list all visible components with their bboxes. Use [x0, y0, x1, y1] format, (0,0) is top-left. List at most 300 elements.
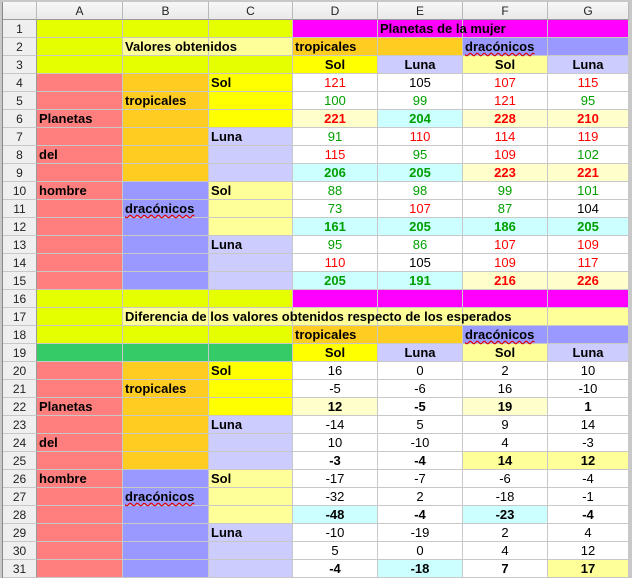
- row-sub-sol[interactable]: [209, 74, 293, 92]
- row-header[interactable]: 22: [3, 398, 37, 416]
- value-cell[interactable]: [293, 236, 378, 254]
- table-row: [3, 254, 629, 272]
- table-row: [3, 434, 629, 452]
- cell-text: 205: [577, 219, 599, 234]
- cell[interactable]: [37, 128, 123, 146]
- value-cell[interactable]: [293, 524, 378, 542]
- cell-text: 107: [409, 201, 431, 216]
- cell[interactable]: [123, 272, 209, 290]
- cell[interactable]: [209, 272, 293, 290]
- cell-text: 86: [412, 237, 428, 252]
- cell[interactable]: [37, 524, 123, 542]
- row-sub-luna[interactable]: [209, 128, 293, 146]
- cell[interactable]: [123, 470, 209, 488]
- row-header[interactable]: 14: [3, 254, 37, 272]
- cell-text: 205: [324, 273, 346, 288]
- cell-text: 5: [331, 543, 339, 558]
- select-all-corner[interactable]: [3, 2, 37, 20]
- value-cell[interactable]: [548, 236, 629, 254]
- cell[interactable]: [378, 290, 463, 308]
- cell[interactable]: [37, 560, 123, 578]
- row-header[interactable]: 23: [3, 416, 37, 434]
- cell-text: dracónicos: [465, 327, 535, 342]
- cell[interactable]: [209, 200, 293, 218]
- cell-text: 95: [327, 237, 343, 252]
- cell[interactable]: [37, 380, 123, 398]
- column-header-f[interactable]: F: [463, 2, 548, 20]
- value-cell[interactable]: [548, 128, 629, 146]
- cell[interactable]: [209, 488, 293, 506]
- col-group-draconicos[interactable]: [463, 38, 548, 56]
- section-title-mujer[interactable]: [378, 20, 506, 38]
- cell[interactable]: [37, 38, 123, 56]
- value-cell[interactable]: [293, 200, 378, 218]
- cell[interactable]: [209, 56, 293, 74]
- value-cell[interactable]: [548, 74, 629, 92]
- cell[interactable]: [209, 218, 293, 236]
- cell[interactable]: [548, 20, 629, 38]
- value-cell[interactable]: [548, 92, 629, 110]
- row-header[interactable]: 20: [3, 362, 37, 380]
- cell[interactable]: [209, 20, 293, 38]
- cell[interactable]: [548, 38, 629, 56]
- row-label-del[interactable]: [37, 146, 123, 164]
- row-group-draconicos[interactable]: [123, 488, 209, 506]
- cell-text: Sol: [211, 183, 232, 198]
- value-cell[interactable]: [378, 434, 463, 452]
- total-cell[interactable]: [293, 110, 378, 128]
- col-header-luna[interactable]: [548, 344, 629, 362]
- value-cell[interactable]: [463, 434, 548, 452]
- table-row: [3, 20, 629, 38]
- value-cell[interactable]: [293, 416, 378, 434]
- value-cell[interactable]: [378, 200, 463, 218]
- value-cell[interactable]: [463, 362, 548, 380]
- cell-text: 1: [584, 399, 592, 414]
- row-header[interactable]: 6: [3, 110, 37, 128]
- cell-text: 87: [497, 201, 513, 216]
- cell[interactable]: [293, 290, 378, 308]
- col-header-sol[interactable]: [293, 56, 378, 74]
- cell-text: Sol: [211, 471, 232, 486]
- cell[interactable]: [37, 218, 123, 236]
- cell-text: dracónicos: [125, 201, 195, 216]
- row-header[interactable]: 2: [3, 38, 37, 56]
- column-header-e[interactable]: E: [378, 2, 463, 20]
- row-header[interactable]: 30: [3, 542, 37, 560]
- value-cell[interactable]: [293, 542, 378, 560]
- row-header[interactable]: 21: [3, 380, 37, 398]
- cell-text: 109: [494, 147, 516, 162]
- total-cell[interactable]: [463, 560, 548, 578]
- total-cell[interactable]: [463, 164, 548, 182]
- total-cell[interactable]: [463, 506, 548, 524]
- cell-text: 191: [409, 273, 431, 288]
- column-header-a[interactable]: A: [37, 2, 123, 20]
- total-cell[interactable]: [378, 218, 463, 236]
- cell-text: del: [39, 147, 58, 162]
- value-cell[interactable]: [548, 380, 629, 398]
- column-header-g[interactable]: G: [548, 2, 629, 20]
- cell[interactable]: [37, 20, 123, 38]
- total-cell[interactable]: [293, 272, 378, 290]
- cell[interactable]: [37, 362, 123, 380]
- cell[interactable]: [37, 92, 123, 110]
- total-cell[interactable]: [378, 164, 463, 182]
- total-cell[interactable]: [548, 452, 629, 470]
- total-cell[interactable]: [548, 218, 629, 236]
- cell[interactable]: [123, 182, 209, 200]
- row-header[interactable]: 27: [3, 488, 37, 506]
- total-cell[interactable]: [548, 272, 629, 290]
- total-cell[interactable]: [548, 560, 629, 578]
- column-header-b[interactable]: B: [123, 2, 209, 20]
- row-label-planetas[interactable]: [37, 398, 123, 416]
- cell-text: -7: [414, 471, 426, 486]
- value-cell[interactable]: [548, 434, 629, 452]
- row-header[interactable]: 1: [3, 20, 37, 38]
- value-cell[interactable]: [463, 380, 548, 398]
- cell[interactable]: [293, 20, 378, 38]
- value-cell[interactable]: [463, 470, 548, 488]
- col-header-luna[interactable]: [378, 344, 463, 362]
- cell-text: 223: [494, 165, 516, 180]
- row-header[interactable]: 16: [3, 290, 37, 308]
- total-cell[interactable]: [378, 398, 463, 416]
- cell[interactable]: [37, 290, 123, 308]
- total-cell[interactable]: [378, 506, 463, 524]
- cell-text: 10: [580, 363, 596, 378]
- value-cell[interactable]: [548, 470, 629, 488]
- value-cell[interactable]: [378, 74, 463, 92]
- cell[interactable]: [123, 434, 209, 452]
- value-cell[interactable]: [463, 128, 548, 146]
- value-cell[interactable]: [293, 254, 378, 272]
- cell[interactable]: [209, 560, 293, 578]
- row-label-del[interactable]: [37, 434, 123, 452]
- row-header[interactable]: 3: [3, 56, 37, 74]
- value-cell[interactable]: [463, 236, 548, 254]
- cell[interactable]: [37, 308, 123, 326]
- row-header[interactable]: 11: [3, 200, 37, 218]
- col-header-sol[interactable]: [463, 344, 548, 362]
- cell-text: 4: [584, 525, 592, 540]
- value-cell[interactable]: [378, 146, 463, 164]
- row-header[interactable]: 5: [3, 92, 37, 110]
- cell[interactable]: [548, 326, 629, 344]
- cell[interactable]: [37, 542, 123, 560]
- row-header[interactable]: 31: [3, 560, 37, 578]
- cell[interactable]: [209, 164, 293, 182]
- cell[interactable]: [37, 74, 123, 92]
- row-sub-luna[interactable]: [209, 416, 293, 434]
- value-cell[interactable]: [293, 128, 378, 146]
- cell[interactable]: [209, 542, 293, 560]
- cell[interactable]: [37, 344, 123, 362]
- value-cell[interactable]: [463, 74, 548, 92]
- cell-text: 115: [577, 75, 599, 90]
- cell[interactable]: [548, 290, 629, 308]
- row-header[interactable]: 19: [3, 344, 37, 362]
- total-cell[interactable]: [463, 398, 548, 416]
- table-row: [3, 560, 629, 578]
- col-group-draconicos[interactable]: [463, 326, 548, 344]
- value-cell[interactable]: [463, 542, 548, 560]
- column-header-c[interactable]: C: [209, 2, 293, 20]
- column-header-d[interactable]: D: [293, 2, 378, 20]
- row-label-planetas[interactable]: [37, 110, 123, 128]
- cell[interactable]: [37, 254, 123, 272]
- table-row: [3, 110, 629, 128]
- row-label-hombre[interactable]: [37, 182, 123, 200]
- col-group-tropicales[interactable]: [293, 326, 378, 344]
- value-cell[interactable]: [378, 524, 463, 542]
- value-cell[interactable]: [463, 146, 548, 164]
- cell[interactable]: [123, 326, 209, 344]
- value-cell[interactable]: [548, 488, 629, 506]
- row-header[interactable]: 24: [3, 434, 37, 452]
- value-cell[interactable]: [378, 488, 463, 506]
- cell-text: 95: [580, 93, 596, 108]
- value-cell[interactable]: [548, 146, 629, 164]
- row-header[interactable]: 13: [3, 236, 37, 254]
- cell[interactable]: [123, 416, 209, 434]
- cell[interactable]: [123, 56, 209, 74]
- value-cell[interactable]: [293, 488, 378, 506]
- row-header[interactable]: 18: [3, 326, 37, 344]
- cell[interactable]: [209, 452, 293, 470]
- table-row: [3, 362, 629, 380]
- value-cell[interactable]: [293, 182, 378, 200]
- cell[interactable]: [209, 434, 293, 452]
- cell[interactable]: [209, 398, 293, 416]
- value-cell[interactable]: [293, 380, 378, 398]
- cell-text: -5: [329, 381, 341, 396]
- row-header[interactable]: 15: [3, 272, 37, 290]
- col-header-sol[interactable]: [293, 344, 378, 362]
- cell-text: 12: [327, 399, 343, 414]
- total-cell[interactable]: [548, 110, 629, 128]
- cell[interactable]: [37, 200, 123, 218]
- cell[interactable]: [378, 326, 463, 344]
- cell[interactable]: [123, 236, 209, 254]
- total-cell[interactable]: [463, 272, 548, 290]
- value-cell[interactable]: [378, 182, 463, 200]
- cell[interactable]: [123, 362, 209, 380]
- value-cell[interactable]: [548, 200, 629, 218]
- col-group-tropicales[interactable]: [293, 38, 378, 56]
- cell[interactable]: [209, 110, 293, 128]
- cell[interactable]: [37, 416, 123, 434]
- col-header-luna[interactable]: [548, 56, 629, 74]
- cell-text: del: [39, 435, 58, 450]
- cell-text: tropicales: [295, 327, 357, 342]
- cell[interactable]: [37, 272, 123, 290]
- total-cell[interactable]: [463, 218, 548, 236]
- cell-text: 91: [327, 129, 343, 144]
- total-cell[interactable]: [293, 218, 378, 236]
- cell[interactable]: [123, 398, 209, 416]
- value-cell[interactable]: [378, 380, 463, 398]
- cell[interactable]: [548, 308, 629, 326]
- cell[interactable]: [209, 92, 293, 110]
- value-cell[interactable]: [548, 254, 629, 272]
- row-group-tropicales[interactable]: [123, 92, 209, 110]
- row-header[interactable]: 17: [3, 308, 37, 326]
- row-header[interactable]: 4: [3, 74, 37, 92]
- cell[interactable]: [209, 290, 293, 308]
- cell[interactable]: [123, 452, 209, 470]
- value-cell[interactable]: [293, 74, 378, 92]
- cell-text: -3: [329, 453, 341, 468]
- cell-text: -6: [499, 471, 511, 486]
- spreadsheet-grid[interactable]: [2, 2, 629, 578]
- total-cell[interactable]: [548, 164, 629, 182]
- cell-text: 16: [497, 381, 513, 396]
- cell-text: 99: [497, 183, 513, 198]
- cell[interactable]: [123, 20, 209, 38]
- row-sub-sol[interactable]: [209, 362, 293, 380]
- value-cell[interactable]: [548, 524, 629, 542]
- table-row: [3, 200, 629, 218]
- value-cell[interactable]: [293, 362, 378, 380]
- cell-text: 205: [409, 165, 431, 180]
- cell[interactable]: [37, 452, 123, 470]
- cell-text: 115: [324, 147, 346, 162]
- value-cell[interactable]: [378, 362, 463, 380]
- row-sub-sol[interactable]: [209, 470, 293, 488]
- value-cell[interactable]: [378, 92, 463, 110]
- cell-text: -19: [410, 525, 430, 540]
- cell[interactable]: [209, 506, 293, 524]
- total-cell[interactable]: [548, 506, 629, 524]
- cell[interactable]: [209, 326, 293, 344]
- cell[interactable]: [123, 254, 209, 272]
- section-subtitle[interactable]: [123, 38, 237, 56]
- value-cell[interactable]: [463, 92, 548, 110]
- value-cell[interactable]: [548, 416, 629, 434]
- row-group-draconicos[interactable]: [123, 200, 209, 218]
- total-cell[interactable]: [378, 110, 463, 128]
- row-sub-luna[interactable]: [209, 524, 293, 542]
- cell[interactable]: [37, 506, 123, 524]
- row-header[interactable]: 10: [3, 182, 37, 200]
- value-cell[interactable]: [463, 488, 548, 506]
- value-cell[interactable]: [548, 362, 629, 380]
- cell[interactable]: [123, 74, 209, 92]
- section-title-difference[interactable]: [123, 308, 512, 326]
- total-cell[interactable]: [378, 272, 463, 290]
- value-cell[interactable]: [378, 254, 463, 272]
- row-header[interactable]: 7: [3, 128, 37, 146]
- total-cell[interactable]: [293, 398, 378, 416]
- cell-text: Sol: [211, 75, 232, 90]
- cell-text: 9: [501, 417, 509, 432]
- row-header[interactable]: 9: [3, 164, 37, 182]
- value-cell[interactable]: [293, 146, 378, 164]
- value-cell[interactable]: [378, 236, 463, 254]
- table-row: [3, 146, 629, 164]
- cell[interactable]: [463, 290, 548, 308]
- cell[interactable]: [123, 542, 209, 560]
- col-header-luna[interactable]: [378, 56, 463, 74]
- row-sub-luna[interactable]: [209, 236, 293, 254]
- value-cell[interactable]: [548, 182, 629, 200]
- value-cell[interactable]: [463, 200, 548, 218]
- value-cell[interactable]: [463, 524, 548, 542]
- value-cell[interactable]: [463, 416, 548, 434]
- row-header[interactable]: 8: [3, 146, 37, 164]
- cell[interactable]: [209, 380, 293, 398]
- value-cell[interactable]: [378, 470, 463, 488]
- total-cell[interactable]: [378, 452, 463, 470]
- cell-text: 105: [409, 75, 431, 90]
- value-cell[interactable]: [293, 434, 378, 452]
- cell[interactable]: [37, 488, 123, 506]
- cell[interactable]: [37, 164, 123, 182]
- row-sub-sol[interactable]: [209, 182, 293, 200]
- total-cell[interactable]: [378, 560, 463, 578]
- value-cell[interactable]: [293, 470, 378, 488]
- row-header[interactable]: 28: [3, 506, 37, 524]
- total-cell[interactable]: [548, 398, 629, 416]
- cell[interactable]: [123, 128, 209, 146]
- total-cell[interactable]: [463, 452, 548, 470]
- cell[interactable]: [123, 506, 209, 524]
- cell-text: -4: [414, 507, 426, 522]
- row-group-tropicales[interactable]: [123, 380, 209, 398]
- cell[interactable]: [37, 236, 123, 254]
- cell[interactable]: [123, 344, 209, 362]
- cell-text: 105: [409, 255, 431, 270]
- value-cell[interactable]: [378, 542, 463, 560]
- cell[interactable]: [209, 344, 293, 362]
- cell[interactable]: [123, 164, 209, 182]
- total-cell[interactable]: [293, 560, 378, 578]
- cell[interactable]: [37, 56, 123, 74]
- cell[interactable]: [123, 290, 209, 308]
- value-cell[interactable]: [463, 254, 548, 272]
- value-cell[interactable]: [378, 416, 463, 434]
- value-cell[interactable]: [293, 92, 378, 110]
- cell[interactable]: [123, 524, 209, 542]
- row-header[interactable]: 26: [3, 470, 37, 488]
- col-header-sol[interactable]: [463, 56, 548, 74]
- table-row: [3, 218, 629, 236]
- row-header[interactable]: 29: [3, 524, 37, 542]
- value-cell[interactable]: [463, 182, 548, 200]
- cell[interactable]: [209, 146, 293, 164]
- value-cell[interactable]: [548, 542, 629, 560]
- total-cell[interactable]: [293, 506, 378, 524]
- cell[interactable]: [209, 254, 293, 272]
- cell[interactable]: [378, 38, 463, 56]
- total-cell[interactable]: [463, 110, 548, 128]
- cell[interactable]: [123, 218, 209, 236]
- cell[interactable]: [37, 326, 123, 344]
- cell-text: Sol: [494, 345, 516, 360]
- total-cell[interactable]: [293, 164, 378, 182]
- total-cell[interactable]: [293, 452, 378, 470]
- cell[interactable]: [123, 560, 209, 578]
- row-label-hombre[interactable]: [37, 470, 123, 488]
- row-header[interactable]: 25: [3, 452, 37, 470]
- value-cell[interactable]: [378, 128, 463, 146]
- row-header[interactable]: 12: [3, 218, 37, 236]
- cell[interactable]: [123, 146, 209, 164]
- cell-text: 12: [580, 453, 596, 468]
- cell[interactable]: [123, 110, 209, 128]
